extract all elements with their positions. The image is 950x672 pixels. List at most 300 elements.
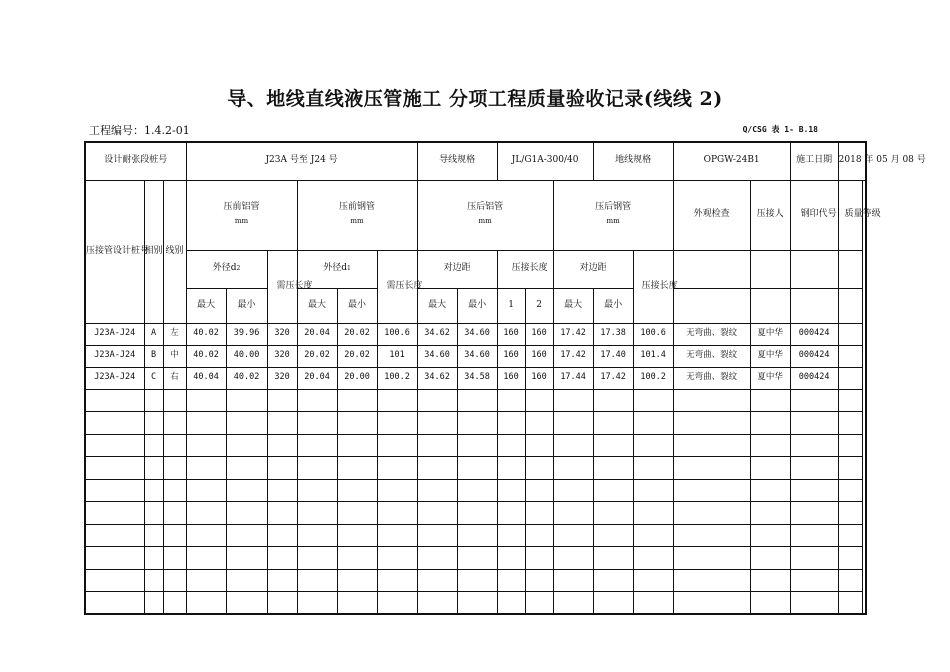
empty-row	[85, 389, 866, 412]
empty-cell	[186, 434, 226, 457]
empty-cell	[163, 389, 186, 412]
col-req-len-al: 需压长度	[267, 250, 297, 323]
empty-cell	[838, 389, 862, 412]
empty-cell	[226, 547, 267, 570]
empty-cell	[85, 412, 144, 435]
header-row-1	[85, 180, 866, 250]
table-cell: B	[144, 345, 163, 367]
col-od-d2	[186, 250, 267, 288]
col-n2: 2	[525, 288, 553, 323]
col-min: 最小	[457, 288, 497, 323]
empty-cell	[267, 502, 297, 525]
empty-cell	[838, 592, 862, 615]
table-cell: 17.38	[593, 323, 633, 345]
col-pre-steel	[297, 180, 417, 250]
empty-cell	[226, 524, 267, 547]
col-post-al	[417, 180, 553, 250]
table-cell: 20.02	[297, 345, 337, 367]
empty-cell	[377, 592, 417, 615]
table-cell: 160	[525, 345, 553, 367]
table-cell: 34.62	[417, 367, 457, 389]
empty-cell	[497, 479, 525, 502]
empty-cell	[838, 547, 862, 570]
od-d1-label: 外径d	[323, 263, 347, 274]
empty-cell	[163, 592, 186, 615]
table-cell: J23A-J24	[85, 367, 144, 389]
empty-cell	[267, 389, 297, 412]
empty-cell	[593, 524, 633, 547]
empty-cell	[457, 547, 497, 570]
empty-cell	[163, 524, 186, 547]
empty-cell	[633, 524, 673, 547]
empty-cell	[163, 479, 186, 502]
empty-cell	[226, 592, 267, 615]
empty-cell	[226, 479, 267, 502]
empty-cell	[838, 524, 862, 547]
empty-cell	[525, 412, 553, 435]
od-d2-sub: 2	[236, 265, 241, 273]
empty-cell	[85, 502, 144, 525]
empty-cell	[633, 457, 673, 480]
od-d2-label: 外径d	[212, 263, 237, 274]
empty-cell	[144, 479, 163, 502]
empty-cell	[497, 569, 525, 592]
empty-cell	[377, 502, 417, 525]
table-cell: 左	[163, 323, 186, 345]
empty-cell	[297, 524, 337, 547]
empty-cell	[593, 457, 633, 480]
empty-cell	[673, 479, 750, 502]
empty-cell	[297, 457, 337, 480]
unit-label: mm	[606, 217, 620, 225]
empty-cell	[144, 457, 163, 480]
design-label: 设计耐张段桩号	[85, 142, 186, 180]
empty-cell	[838, 479, 862, 502]
col-pre-steel-label: 压前钢管	[339, 202, 376, 213]
blank-cell	[750, 250, 790, 288]
empty-cell	[750, 412, 790, 435]
empty-cell	[417, 457, 457, 480]
empty-cell	[497, 389, 525, 412]
ground-value: OPGW-24B1	[673, 142, 790, 180]
empty-cell	[553, 592, 593, 615]
table-row	[85, 345, 866, 367]
empty-cell	[593, 412, 633, 435]
empty-cell	[85, 524, 144, 547]
table-cell: 39.96	[226, 323, 267, 345]
empty-cell	[593, 479, 633, 502]
table-cell: 40.02	[226, 367, 267, 389]
empty-cell	[297, 547, 337, 570]
empty-cell	[633, 547, 673, 570]
empty-cell	[633, 569, 673, 592]
empty-cell	[186, 389, 226, 412]
empty-cell	[750, 524, 790, 547]
empty-cell	[163, 502, 186, 525]
col-max: 最大	[417, 288, 457, 323]
empty-cell	[497, 434, 525, 457]
empty-cell	[553, 457, 593, 480]
empty-cell	[525, 547, 553, 570]
empty-cell	[226, 457, 267, 480]
empty-cell	[457, 389, 497, 412]
table-cell: 101.4	[633, 345, 673, 367]
blank-cell	[838, 250, 862, 288]
empty-cell	[417, 547, 457, 570]
col-phase: 相别	[144, 180, 163, 323]
empty-cell	[226, 569, 267, 592]
ground-label: 地线规格	[593, 142, 673, 180]
empty-cell	[750, 547, 790, 570]
empty-cell	[163, 457, 186, 480]
empty-cell	[457, 412, 497, 435]
table-cell	[838, 367, 862, 389]
empty-cell	[525, 457, 553, 480]
table-cell: 320	[267, 345, 297, 367]
empty-cell	[750, 592, 790, 615]
empty-cell	[267, 479, 297, 502]
blank-cell	[790, 250, 838, 288]
empty-cell	[790, 412, 838, 435]
empty-cell	[525, 434, 553, 457]
table-cell: 夏中华	[750, 367, 790, 389]
empty-cell	[85, 547, 144, 570]
empty-cell	[267, 592, 297, 615]
conductor-value: JL/G1A-300/40	[497, 142, 593, 180]
empty-cell	[457, 524, 497, 547]
table-cell	[838, 323, 862, 345]
empty-cell	[633, 502, 673, 525]
table-cell: 320	[267, 367, 297, 389]
empty-cell	[417, 412, 457, 435]
empty-cell	[377, 389, 417, 412]
col-wire: 线别	[163, 180, 186, 323]
empty-cell	[838, 502, 862, 525]
empty-cell	[85, 569, 144, 592]
empty-cell	[186, 479, 226, 502]
empty-cell	[337, 547, 377, 570]
empty-cell	[297, 412, 337, 435]
empty-cell	[790, 479, 838, 502]
empty-row	[85, 547, 866, 570]
empty-cell	[144, 524, 163, 547]
empty-cell	[593, 569, 633, 592]
empty-cell	[593, 434, 633, 457]
empty-cell	[497, 502, 525, 525]
empty-cell	[633, 434, 673, 457]
info-row	[85, 142, 866, 180]
empty-cell	[497, 524, 525, 547]
empty-cell	[750, 502, 790, 525]
empty-cell	[377, 547, 417, 570]
unit-label: mm	[478, 217, 492, 225]
table-cell: 000424	[790, 323, 838, 345]
empty-cell	[377, 457, 417, 480]
empty-cell	[144, 592, 163, 615]
empty-cell	[673, 569, 750, 592]
table-cell: 40.02	[186, 345, 226, 367]
empty-row	[85, 569, 866, 592]
col-stamp: 钢印代号	[790, 180, 838, 250]
empty-cell	[267, 457, 297, 480]
empty-cell	[525, 502, 553, 525]
table-cell: 无弯曲、裂纹	[673, 367, 750, 389]
empty-cell	[553, 434, 593, 457]
empty-cell	[673, 524, 750, 547]
empty-cell	[186, 502, 226, 525]
empty-cell	[457, 457, 497, 480]
empty-cell	[553, 412, 593, 435]
conductor-label: 导线规格	[417, 142, 497, 180]
empty-cell	[144, 502, 163, 525]
col-max: 最大	[297, 288, 337, 323]
table-cell: J23A-J24	[85, 323, 144, 345]
header-row-3	[85, 288, 866, 323]
col-req-len-steel: 需压长度	[377, 250, 417, 323]
table-cell: 34.62	[417, 323, 457, 345]
empty-cell	[790, 434, 838, 457]
empty-cell	[144, 569, 163, 592]
empty-cell	[553, 479, 593, 502]
empty-cell	[790, 389, 838, 412]
empty-cell	[593, 547, 633, 570]
table-cell: 160	[497, 345, 525, 367]
empty-row	[85, 434, 866, 457]
empty-cell	[457, 502, 497, 525]
empty-cell	[186, 547, 226, 570]
design-value: J23A 号至 J24 号	[186, 142, 417, 180]
empty-cell	[144, 412, 163, 435]
blank-cell	[750, 288, 790, 323]
empty-cell	[267, 412, 297, 435]
table-cell: 34.60	[457, 345, 497, 367]
empty-cell	[337, 592, 377, 615]
table-row	[85, 323, 866, 345]
empty-cell	[163, 412, 186, 435]
empty-cell	[377, 569, 417, 592]
table-row	[85, 367, 866, 389]
table-cell: 20.04	[297, 323, 337, 345]
table-cell: 160	[525, 323, 553, 345]
empty-row	[85, 524, 866, 547]
col-pre-al-label: 压前铝管	[223, 202, 260, 213]
empty-cell	[633, 389, 673, 412]
col-across-al: 对边距	[417, 250, 497, 288]
empty-cell	[790, 502, 838, 525]
table-cell: 160	[497, 367, 525, 389]
empty-cell	[790, 547, 838, 570]
table-cell: 160	[497, 323, 525, 345]
unit-label: mm	[350, 217, 364, 225]
table-cell: A	[144, 323, 163, 345]
empty-cell	[186, 457, 226, 480]
empty-cell	[457, 434, 497, 457]
empty-cell	[593, 592, 633, 615]
empty-cell	[337, 479, 377, 502]
empty-cell	[297, 569, 337, 592]
empty-cell	[226, 412, 267, 435]
empty-cell	[377, 412, 417, 435]
empty-cell	[186, 412, 226, 435]
empty-cell	[377, 524, 417, 547]
empty-cell	[417, 569, 457, 592]
empty-cell	[673, 434, 750, 457]
col-post-al-label: 压后铝管	[467, 202, 504, 213]
col-quality: 质量等级	[838, 180, 862, 250]
col-operator: 压接人	[750, 180, 790, 250]
table-cell: 34.60	[457, 323, 497, 345]
empty-cell	[673, 502, 750, 525]
blank-cell	[673, 250, 750, 288]
empty-row	[85, 479, 866, 502]
table-cell: 20.04	[297, 367, 337, 389]
table-cell: 20.02	[337, 323, 377, 345]
empty-cell	[267, 434, 297, 457]
empty-cell	[186, 592, 226, 615]
empty-cell	[673, 457, 750, 480]
empty-cell	[750, 434, 790, 457]
empty-cell	[633, 412, 673, 435]
empty-cell	[838, 412, 862, 435]
table-cell: 100.6	[633, 323, 673, 345]
empty-cell	[144, 434, 163, 457]
col-press-len-al: 压接长度	[497, 250, 553, 288]
empty-cell	[553, 547, 593, 570]
table-cell: 17.44	[553, 367, 593, 389]
empty-cell	[750, 569, 790, 592]
table-cell: 无弯曲、裂纹	[673, 323, 750, 345]
empty-row	[85, 457, 866, 480]
table-cell: 34.58	[457, 367, 497, 389]
col-appearance: 外观检查	[673, 180, 750, 250]
empty-cell	[297, 434, 337, 457]
empty-cell	[417, 502, 457, 525]
empty-cell	[85, 434, 144, 457]
empty-cell	[417, 389, 457, 412]
empty-cell	[144, 547, 163, 570]
empty-cell	[85, 457, 144, 480]
empty-cell	[497, 547, 525, 570]
empty-cell	[457, 569, 497, 592]
empty-cell	[267, 524, 297, 547]
empty-cell	[457, 479, 497, 502]
table-cell: 000424	[790, 367, 838, 389]
empty-cell	[497, 412, 525, 435]
empty-cell	[337, 502, 377, 525]
empty-cell	[553, 524, 593, 547]
empty-cell	[673, 412, 750, 435]
header-row-2	[85, 250, 866, 288]
empty-cell	[337, 569, 377, 592]
table-cell: 40.00	[226, 345, 267, 367]
empty-cell	[337, 434, 377, 457]
empty-cell	[144, 389, 163, 412]
empty-cell	[790, 569, 838, 592]
unit-label: mm	[234, 217, 249, 225]
empty-cell	[85, 389, 144, 412]
empty-cell	[553, 502, 593, 525]
empty-cell	[417, 592, 457, 615]
table-cell: 100.6	[377, 323, 417, 345]
empty-cell	[186, 569, 226, 592]
empty-cell	[457, 592, 497, 615]
empty-cell	[673, 592, 750, 615]
empty-cell	[497, 457, 525, 480]
empty-cell	[525, 389, 553, 412]
empty-cell	[838, 569, 862, 592]
empty-cell	[85, 592, 144, 615]
empty-cell	[337, 524, 377, 547]
table-cell: 夏中华	[750, 323, 790, 345]
od-d1-sub: 1	[346, 265, 351, 273]
empty-cell	[525, 592, 553, 615]
table-cell: 无弯曲、裂纹	[673, 345, 750, 367]
empty-cell	[163, 547, 186, 570]
col-min: 最小	[226, 288, 267, 323]
page-title: 导、地线直线液压管施工 分项工程质量验收记录(线线 2)	[227, 88, 723, 110]
blank-cell	[673, 288, 750, 323]
empty-cell	[267, 547, 297, 570]
empty-cell	[337, 457, 377, 480]
empty-cell	[525, 479, 553, 502]
date-value: 2018 年 05 月 08 号	[838, 142, 866, 180]
col-min: 最小	[337, 288, 377, 323]
table-cell: J23A-J24	[85, 345, 144, 367]
form-number: Q/CSG 表 1- B.18	[742, 125, 818, 134]
empty-cell	[337, 412, 377, 435]
empty-cell	[673, 547, 750, 570]
blank-cell	[838, 288, 862, 323]
col-post-steel-label: 压后钢管	[595, 202, 632, 213]
table-cell: 中	[163, 345, 186, 367]
table-cell: 20.02	[337, 345, 377, 367]
empty-cell	[750, 389, 790, 412]
table-cell: 20.00	[337, 367, 377, 389]
empty-cell	[790, 592, 838, 615]
project-code: 工程编号：1.4.2-01	[89, 124, 190, 137]
empty-cell	[267, 569, 297, 592]
table-cell: 17.42	[553, 345, 593, 367]
empty-cell	[553, 569, 593, 592]
empty-cell	[417, 524, 457, 547]
table-cell: 17.42	[593, 367, 633, 389]
empty-cell	[297, 502, 337, 525]
empty-cell	[417, 479, 457, 502]
empty-row	[85, 412, 866, 435]
empty-cell	[525, 569, 553, 592]
col-press-len-steel: 压接长度	[633, 250, 673, 323]
table-cell: 101	[377, 345, 417, 367]
table-cell: C	[144, 367, 163, 389]
table-cell: 17.42	[553, 323, 593, 345]
table-cell: 160	[525, 367, 553, 389]
empty-cell	[186, 524, 226, 547]
col-across-steel: 对边距	[553, 250, 633, 288]
blank-cell	[790, 288, 838, 323]
empty-cell	[497, 592, 525, 615]
col-pre-al	[186, 180, 297, 250]
empty-cell	[297, 479, 337, 502]
col-min: 最小	[593, 288, 633, 323]
table-cell: 000424	[790, 345, 838, 367]
empty-cell	[337, 389, 377, 412]
empty-cell	[297, 592, 337, 615]
empty-cell	[163, 434, 186, 457]
empty-row	[85, 592, 866, 615]
table-cell: 40.04	[186, 367, 226, 389]
table-cell: 100.2	[633, 367, 673, 389]
empty-cell	[633, 479, 673, 502]
